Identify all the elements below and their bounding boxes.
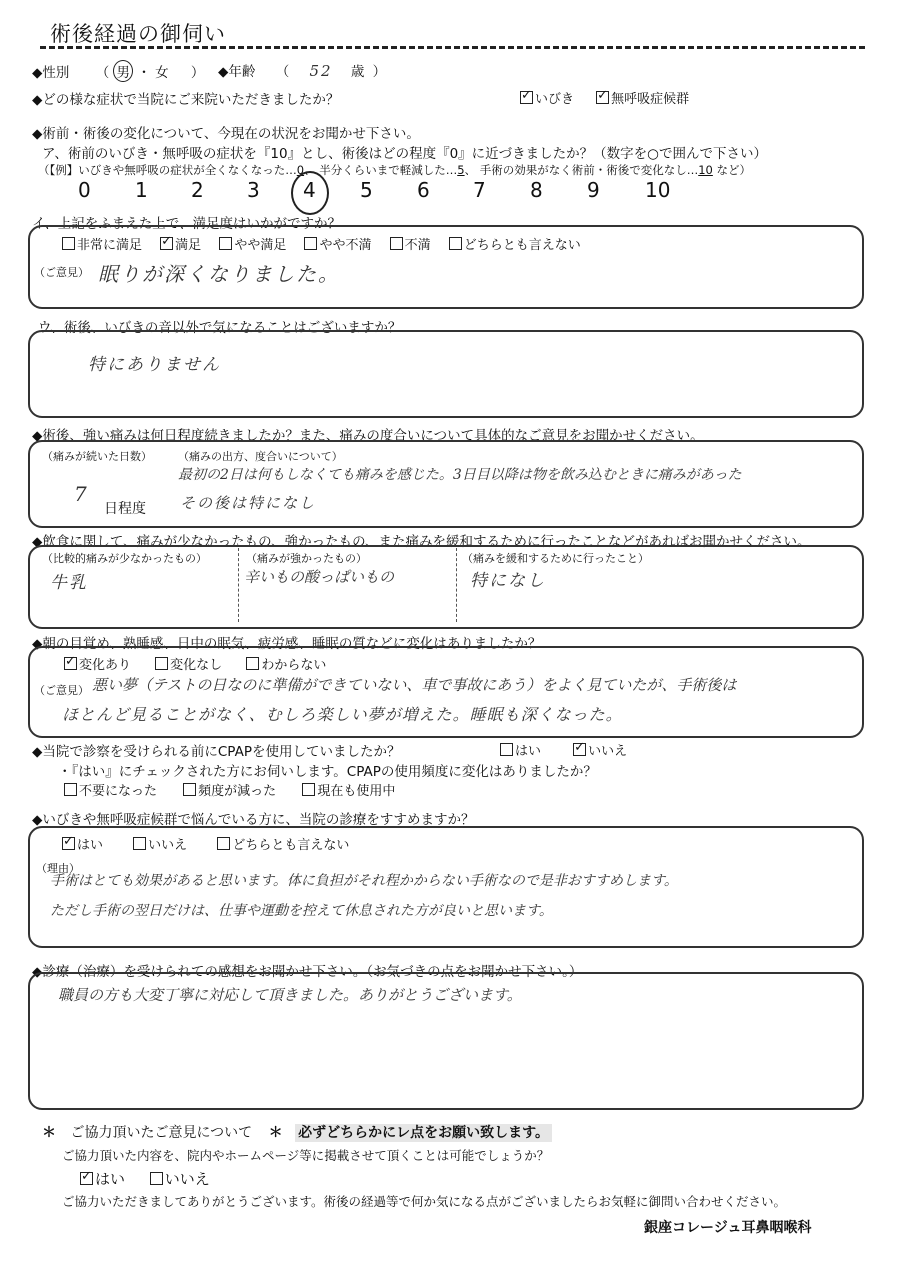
food-col3-value[interactable]: 特になし [470,571,546,591]
clinic-name: 銀座コレージュ耳鼻咽喉科 [644,1220,812,1236]
food-col2-label: （痛みが強かったもの） [246,552,367,565]
sat-option-dis[interactable]: 不満 [390,238,431,253]
score-5[interactable]: 5 [360,178,373,202]
checkbox-checked-icon [596,91,609,104]
age-open: （ [275,64,290,80]
gender-row [32,60,204,82]
cpap-option-yes[interactable]: はい [500,744,541,759]
sleep-line2[interactable]: ほとんど見ることがなく、むしろ楽しい夢が増えた。睡眠も深くなった。 [62,705,623,724]
food-divider-2 [456,548,457,622]
cpap-option-no[interactable]: ✓ いいえ [573,744,627,759]
age-label: ◆年齢 [218,64,256,80]
recommend-line1[interactable]: 手術はとても効果があると思います。体に負担がそれ程かからない手術なので是非おすすめします。 [50,873,678,889]
checkbox-icon [150,1172,163,1185]
sat-option-somewhat-dis[interactable]: やや不満 [304,238,371,253]
recommend-question: ◆いびきや無呼吸症候群で悩んでいる方に、当院の診療をすすめますか？ [32,812,475,828]
pain-box [28,440,864,528]
sat-option-satisfied[interactable]: ✓ 満足 [160,238,201,253]
pain-detail-line1[interactable]: 最初の2日は何もしなくても痛みを感じた。3日目以降は物を飲み込むときに痛みがあった [178,467,742,483]
pain-detail-line2[interactable]: その後は特になし [180,494,317,512]
checkbox-checked-icon [573,743,586,756]
cpap-sub-unneeded[interactable]: 不要になった [64,784,157,799]
score-scale [0,178,900,208]
recommend-line2[interactable]: ただし手術の翌日だけは、仕事や運動を控えて休息された方が良いと思います。 [50,903,553,919]
checkbox-checked-icon [64,657,77,670]
gender-dot: ・ [137,65,151,81]
score-3[interactable]: 3 [247,178,260,202]
score-9[interactable]: 9 [587,178,600,202]
satisfaction-opinion[interactable]: 眠りが深くなりました。 [98,262,340,286]
gender-female[interactable]: 女 [155,65,169,81]
checkbox-icon [219,237,232,250]
checkbox-icon [246,657,259,670]
age-value[interactable]: 52 [309,62,333,80]
symptom-options [520,88,689,107]
checkbox-checked-icon [80,1172,93,1185]
change-a-text: ア、術前のいびき・無呼吸の症状を『10』とし、術後はどの程度『0』に近づきましたか？（数字を○で囲んで下さい） [42,146,767,162]
age-row [218,60,386,80]
recommend-option-yes[interactable]: ✓はい [62,838,103,853]
change-question: ◆術前・術後の変化について、今現在の状況をお聞かせ下さい。 [32,126,420,142]
checkbox-icon [155,657,168,670]
sleep-option-unknown[interactable]: わからない [246,658,326,673]
footer-option-yes[interactable]: ✓はい [80,1170,125,1188]
pain-detail-label: （痛みの出方、度合いについて） [178,450,343,463]
sat-option-neither[interactable]: どちらとも言えない [449,238,581,253]
symptom-question: ◆どの様な症状で当院にご来院いただきましたか？ [32,92,340,108]
food-col1-label: （比較的痛みが少なかったもの） [42,552,207,565]
impression-answer[interactable]: 職員の方も大変丁寧に対応して頂きました。ありがとうございます。 [58,986,522,1004]
food-question: ◆飲食に関して、痛みが少なかったもの、強かったもの、また痛みを緩和するために行ったことなどがあればお聞かせください。 [32,534,811,550]
age-close: ） [372,64,387,80]
recommend-option-no[interactable]: いいえ [133,838,187,853]
pain-question: ◆術後、強い痛みは何日程度続きましたか？また、痛みの度合いについて具体的なご意見をお聞かせください。 [32,428,704,444]
gender-close: ） [190,65,205,81]
footer-note: ＊ ご協力頂いたご意見について ＊ 必ずどちらかにレ点をお願い致します。 [42,1122,552,1142]
cpap-sub-question: ・『はい』にチェックされた方にお伺いします。CPAPの使用頻度に変化はありましたか？ [58,764,597,780]
checkbox-icon [133,837,146,850]
checkbox-icon [183,783,196,796]
other-question: ウ、術後、いびきの音以外で気になることはございますか？ [38,320,402,336]
checkbox-icon [302,783,315,796]
score-selected-circle [291,171,329,215]
footer-option-no[interactable]: いいえ [150,1170,210,1188]
sleep-options [64,654,326,673]
gender-open: （ [95,65,110,81]
checkbox-checked-icon [62,837,75,850]
impression-question: ◆診療（治療）を受けられての感想をお聞かせ下さい。（お気づきの点をお聞かせ下さい。） [32,964,583,980]
sleep-line1[interactable]: 悪い夢（テストの日なのに準備ができていない、車で事故にあう）をよく見ていたが、手術後は [92,676,737,694]
sleep-option-nochange[interactable]: 変化なし [155,658,222,673]
score-4[interactable]: 4 [303,178,316,202]
gender-label: ◆性別 [32,65,70,81]
score-1[interactable]: 1 [135,178,148,202]
change-example: （【例】いびきや無呼吸の症状が全くなくなった…0、 半分くらいまで軽減した…5、 手術の効果がなく術前・術後で変化なし…10 など） [38,163,752,177]
sleep-question: ◆朝の目覚め、熟睡感、日中の眠気、疲労感、睡眠の質などに変化はありましたか？ [32,636,542,652]
score-8[interactable]: 8 [530,178,543,202]
score-10[interactable]: 10 [645,178,671,202]
score-7[interactable]: 7 [473,178,486,202]
checkbox-checked-icon [160,237,173,250]
pain-days-unit: 日程度 [104,501,146,517]
age-unit: 歳 [350,64,365,80]
sleep-option-changed[interactable]: ✓変化あり [64,658,131,673]
checkbox-icon [64,783,77,796]
food-divider-1 [238,548,239,622]
title-underline [40,46,865,49]
food-col2-value[interactable]: 辛いもの酸っぱいもの [244,568,395,586]
satisfaction-opinion-label: （ご意見） [34,266,89,279]
footer-question: ご協力頂いた内容を、院内やホームページ等に掲載させて頂くことは可能でしょうか？ [62,1148,550,1163]
footer-thanks: ご協力いただきましてありがとうございます。術後の経過等で何か気になる点がございましたらお気軽に御問い合わせください。 [62,1194,787,1209]
sleep-opinion-label: （ご意見） [34,684,89,697]
cpap-sub-options [64,780,395,799]
food-col1-value[interactable]: 牛乳 [50,573,88,593]
symptom-option-apnea[interactable]: ✓ 無呼吸症候群 [596,92,689,107]
checkbox-icon [500,743,513,756]
cpap-sub-still[interactable]: 現在も使用中 [302,784,395,799]
score-6[interactable]: 6 [417,178,430,202]
checkbox-icon [449,237,462,250]
satisfaction-options [62,234,581,253]
cpap-sub-reduced[interactable]: 頻度が減った [183,784,276,799]
checkbox-icon [390,237,403,250]
score-2[interactable]: 2 [191,178,204,202]
score-0[interactable]: 0 [78,178,91,202]
food-col3-label: （痛みを緩和するために行ったこと） [462,552,649,565]
pain-days-value[interactable]: 7 [74,482,89,506]
checkbox-icon [217,837,230,850]
pain-days-label: （痛みが続いた日数） [42,450,152,463]
sat-option-somewhat[interactable]: やや満足 [219,238,286,253]
sat-option-very[interactable]: 非常に満足 [62,238,142,253]
recommend-options [62,834,349,853]
checkbox-icon [62,237,75,250]
cpap-question: ◆当院で診察を受けられる前にCPAPを使用していましたか？ [32,744,401,760]
checkbox-checked-icon [520,91,533,104]
recommend-option-neither[interactable]: どちらとも言えない [217,838,349,853]
recommend-reason-label: （理由） [36,862,80,875]
footer-options [80,1168,210,1189]
cpap-options [500,740,627,759]
page-title: 術後経過の御伺い [50,22,226,46]
symptom-option-ibiki[interactable]: ✓ いびき [520,92,574,107]
gender-male[interactable]: 男 [113,60,133,82]
other-answer[interactable]: 特にありません [88,355,221,375]
checkbox-icon [304,237,317,250]
satisfaction-question: イ、上記をふまえた上で、満足度はいかがですか？ [32,216,342,232]
